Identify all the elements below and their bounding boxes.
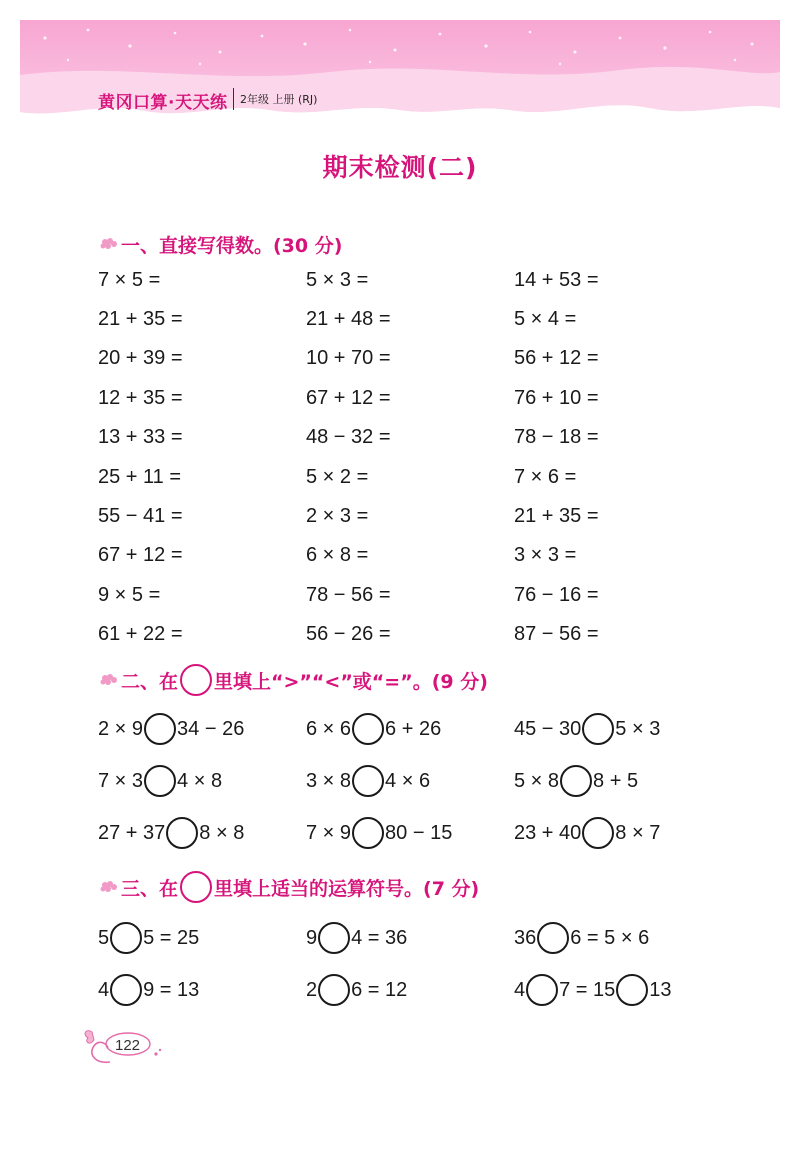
problem-part: 9 = 13 <box>143 978 200 1001</box>
math-problem: 6 × 8 = <box>306 544 369 567</box>
answer-circle[interactable] <box>526 974 558 1006</box>
problem-part: 4 = 36 <box>351 926 408 949</box>
answer-circle[interactable] <box>582 713 614 745</box>
section-3-title-b: 里填上适当的运算符号。(7 分) <box>214 877 480 900</box>
problem-part: 6 × 6 <box>306 717 352 740</box>
problem-part: 27 + 37 <box>98 821 166 844</box>
answer-circle[interactable] <box>144 765 176 797</box>
comparison-problem <box>98 714 244 744</box>
math-problem: 61 + 22 = <box>98 623 183 646</box>
answer-circle[interactable] <box>110 974 142 1006</box>
math-problem: 78 − 18 = <box>514 426 599 449</box>
section-1-heading <box>98 231 342 257</box>
math-problem: 14 + 53 = <box>514 268 599 291</box>
math-problem: 20 + 39 = <box>98 347 183 370</box>
section-2-title-a: 二、在 <box>121 670 179 693</box>
math-problem: 55 − 41 = <box>98 504 183 527</box>
math-problem: 7 × 6 = <box>514 465 577 488</box>
section-2-title-b: 里填上“>”“<”或“=”。(9 分) <box>214 670 488 693</box>
problem-part: 4 × 8 <box>177 769 223 792</box>
math-problem: 48 − 32 = <box>306 426 391 449</box>
problem-part: 23 + 40 <box>514 821 582 844</box>
section-2-heading <box>98 667 488 693</box>
problem-part: 7 × 9 <box>306 821 352 844</box>
problem-part: 34 − 26 <box>177 717 245 740</box>
problem-part: 9 <box>306 926 318 949</box>
math-problem: 67 + 12 = <box>98 544 183 567</box>
math-problem: 9 × 5 = <box>98 583 161 606</box>
math-problem: 12 + 35 = <box>98 386 183 409</box>
problem-part: 13 <box>649 978 672 1001</box>
math-problem: 56 + 12 = <box>514 347 599 370</box>
answer-circle[interactable] <box>582 817 614 849</box>
header-divider <box>233 88 234 110</box>
answer-circle[interactable] <box>560 765 592 797</box>
comparison-problem <box>514 818 660 848</box>
comparison-problem <box>306 766 430 796</box>
math-problem: 10 + 70 = <box>306 347 391 370</box>
math-problem: 76 + 10 = <box>514 386 599 409</box>
problem-part: 3 × 8 <box>306 769 352 792</box>
comparison-problem <box>306 818 452 848</box>
problem-part: 5 = 25 <box>143 926 200 949</box>
problem-part: 80 − 15 <box>385 821 453 844</box>
brand-title: 黄冈口算·天天练 <box>98 93 228 113</box>
comparison-problem <box>98 766 222 796</box>
math-problem: 13 + 33 = <box>98 426 183 449</box>
math-problem: 2 × 3 = <box>306 504 369 527</box>
comparison-problem <box>514 766 638 796</box>
problem-part: 8 + 5 <box>593 769 639 792</box>
problem-part: 5 <box>98 926 110 949</box>
comparison-problem <box>306 714 441 744</box>
section-3-title-a: 三、在 <box>121 877 179 900</box>
math-problem: 5 × 4 = <box>514 307 577 330</box>
flower-icon <box>98 236 120 252</box>
math-problem: 3 × 3 = <box>514 544 577 567</box>
circle-icon <box>180 871 212 903</box>
math-problem: 67 + 12 = <box>306 386 391 409</box>
flower-icon <box>98 879 120 895</box>
answer-circle[interactable] <box>352 817 384 849</box>
comparison-problem <box>514 975 672 1005</box>
flower-icon <box>98 672 120 688</box>
answer-circle[interactable] <box>537 922 569 954</box>
grade-label: 2年级 上册 (RJ) <box>240 93 318 106</box>
math-problem: 5 × 2 = <box>306 465 369 488</box>
problem-part: 5 × 8 <box>514 769 560 792</box>
comparison-problem <box>98 923 199 953</box>
math-problem: 21 + 48 = <box>306 307 391 330</box>
answer-circle[interactable] <box>352 713 384 745</box>
problem-part: 6 = 5 × 6 <box>570 926 650 949</box>
comparison-problem <box>98 818 244 848</box>
answer-circle[interactable] <box>110 922 142 954</box>
page-number: 122 <box>115 1037 141 1054</box>
math-problem: 21 + 35 = <box>98 307 183 330</box>
section-1-title: 一、直接写得数。(30 分) <box>121 234 343 257</box>
answer-circle[interactable] <box>318 922 350 954</box>
math-problem: 21 + 35 = <box>514 504 599 527</box>
problem-part: 2 × 9 <box>98 717 144 740</box>
math-problem: 76 − 16 = <box>514 583 599 606</box>
comparison-problem <box>514 923 649 953</box>
circle-icon <box>180 664 212 696</box>
math-problem: 56 − 26 = <box>306 623 391 646</box>
problem-part: 7 × 3 <box>98 769 144 792</box>
answer-circle[interactable] <box>144 713 176 745</box>
page-title: 期末检测(二) <box>322 153 478 182</box>
comparison-problem <box>98 975 199 1005</box>
answer-circle[interactable] <box>166 817 198 849</box>
problem-part: 45 − 30 <box>514 717 582 740</box>
comparison-problem <box>306 975 407 1005</box>
answer-circle[interactable] <box>352 765 384 797</box>
problem-part: 4 × 6 <box>385 769 431 792</box>
math-problem: 25 + 11 = <box>98 465 182 488</box>
problem-part: 5 × 3 <box>615 717 661 740</box>
math-problem: 7 × 5 = <box>98 268 161 291</box>
math-problem: 5 × 3 = <box>306 268 369 291</box>
comparison-problem <box>514 714 660 744</box>
problem-part: 4 <box>514 978 526 1001</box>
problem-part: 6 = 12 <box>351 978 408 1001</box>
section-3-heading <box>98 874 479 900</box>
math-problem: 78 − 56 = <box>306 583 391 606</box>
problem-part: 36 <box>514 926 537 949</box>
problem-part: 6 + 26 <box>385 717 442 740</box>
comparison-problem <box>306 923 407 953</box>
math-problem: 87 − 56 = <box>514 623 599 646</box>
problem-part: 2 <box>306 978 318 1001</box>
problem-part: 7 = 15 <box>559 978 616 1001</box>
answer-circle[interactable] <box>616 974 648 1006</box>
problem-part: 8 × 7 <box>615 821 661 844</box>
problem-part: 4 <box>98 978 110 1001</box>
answer-circle[interactable] <box>318 974 350 1006</box>
problem-part: 8 × 8 <box>199 821 245 844</box>
